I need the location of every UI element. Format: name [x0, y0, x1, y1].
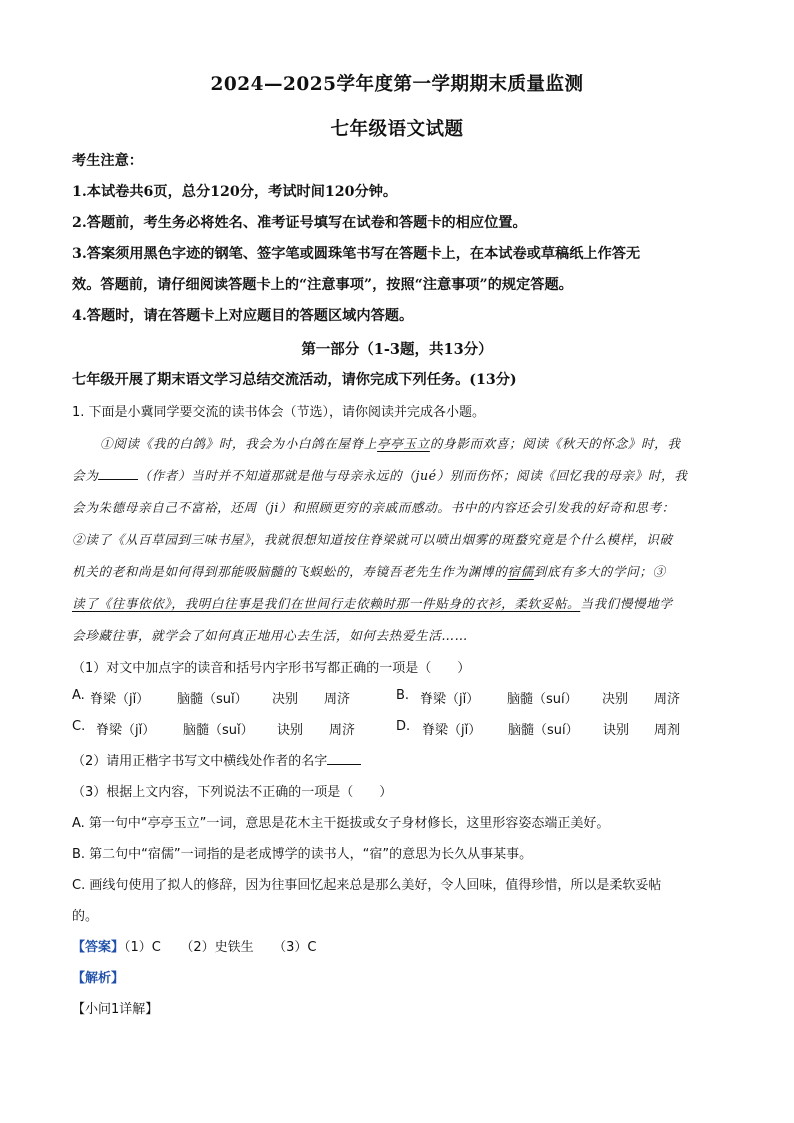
passage-line-5	[72, 561, 666, 580]
notice-item-2: 2.答题前，考生务必将姓名、准考证号填写在试卷和答题卡的相应位置。	[72, 215, 527, 231]
answer-label: 【答案】	[72, 940, 125, 955]
analysis-label: 【解析】	[72, 971, 125, 986]
passage-line-1	[100, 433, 681, 452]
q1-sub1-stem: （1）对文中加点字的读音和括号内字形书写都正确的一项是（ ）	[72, 661, 471, 676]
passage-text: 机关的老和尚是如何得到那能吸脑髓的飞蜈蚣的，寿镜吾老先生作为渊博的	[72, 564, 508, 579]
option-word: 决别	[602, 692, 629, 707]
exam-title: 2024—2025学年度第一学期期末质量监测	[210, 74, 584, 95]
q1-sub3-option-c-cont: 的。	[72, 909, 99, 924]
option-word: 周济	[324, 692, 351, 707]
passage-line-7: 会珍藏往事，就学会了如何真正地用心去生活，如何去热爱生活……	[72, 628, 468, 643]
option-word: 周剂	[654, 723, 681, 738]
answer-text: （1）C （2）史铁生 （3）C	[124, 940, 317, 955]
option-word: 诀别	[603, 723, 630, 738]
detail-label: 【小问1详解】	[72, 1002, 159, 1017]
notice-item-4: 4.答题时，请在答题卡上对应题目的答题区域内答题。	[72, 308, 414, 324]
option-letter: A.	[72, 688, 85, 703]
option-word: 决别	[272, 692, 299, 707]
option-word: 脑髓（suǐ）	[177, 692, 248, 707]
passage-text: 的身影而欢喜；阅读《秋天的怀念》时，我	[429, 436, 681, 451]
option-letter: D.	[396, 719, 411, 734]
answer-line	[72, 936, 316, 955]
notice-heading: 考生注意：	[72, 153, 143, 169]
option-word: 脑髓（suǐ）	[183, 723, 254, 738]
passage-line-2	[72, 465, 687, 484]
option-word: 脊梁（jǐ）	[96, 723, 156, 738]
passage-text: 到底有多大的学问；③	[533, 564, 666, 579]
notice-item-3: 3.答案须用黑色字迹的钢笔、签字笔或圆珠笔书写在答题卡上，在本试卷或草稿纸上作答无	[72, 246, 641, 262]
q1-sub3-option-c: C. 画线句使用了拟人的修辞，因为往事回忆起来总是那么美好，令人回味，值得珍惜，所以是柔软妥帖	[72, 878, 662, 893]
passage-text: 会为	[72, 468, 99, 483]
name-blank	[327, 752, 361, 765]
option-word: 周济	[654, 692, 681, 707]
option-word: 脊梁（jǐ）	[90, 692, 150, 707]
option-word: 周济	[329, 723, 356, 738]
exam-subtitle: 七年级语文试题	[330, 119, 464, 140]
underlined-phrase: 宿儒	[507, 564, 534, 579]
passage-line-4: ②读了《从百草园到三味书屋》，我就很想知道按住脊梁就可以喷出烟雾的斑蝥究竟是个什么模样，识破	[72, 532, 673, 547]
option-word: 脑髓（suí）	[507, 692, 578, 707]
q1-sub3-stem: （3）根据上文内容，下列说法不正确的一项是（ ）	[72, 785, 393, 800]
passage-line-3: 会为朱德母亲自己不富裕，还周（ji）和照顾更穷的亲戚而感动。书中的内容还会引发我的好奇和思考：	[72, 500, 675, 515]
passage-text: 当我们慢慢地学	[580, 596, 673, 611]
q1-sub3-option-b: B. 第二句中“宿儒”一词指的是老成博学的读书人，“宿”的意思为长久从事某事。	[72, 847, 533, 862]
option-word: 脊梁（jǐ）	[420, 692, 480, 707]
part1-intro: 七年级开展了期末语文学习总结交流活动，请你完成下列任务。(13分)	[72, 372, 517, 388]
q1-stem: 1. 下面是小冀同学要交流的读书体会（节选），请你阅读并完成各小题。	[72, 405, 486, 420]
part1-heading: 第一部分（1-3题，共13分）	[301, 341, 493, 358]
notice-item-1: 1.本试卷共6页，总分120分，考试时间120分钟。	[72, 184, 398, 200]
passage-text: （作者）当时并不知道那就是他与母亲永远的（jué）别而伤怀；阅读《回忆我的母亲》时，我	[138, 468, 688, 483]
q1-sub2	[72, 750, 361, 769]
option-word: 脊梁（jǐ）	[422, 723, 482, 738]
passage-line-6	[72, 593, 673, 612]
underlined-phrase: 亭亭玉立	[377, 436, 430, 451]
option-letter: C.	[72, 719, 86, 734]
option-word: 诀别	[277, 723, 304, 738]
author-blank	[98, 467, 138, 480]
notice-item-3-cont: 效。答题前，请仔细阅读答题卡上的“注意事项”，按照“注意事项”的规定答题。	[72, 277, 573, 293]
underlined-sentence: 读了《往事依依》，我明白往事是我们在世间行走依赖时那一件贴身的衣衫，柔软妥帖。	[72, 596, 581, 611]
option-letter: B.	[396, 688, 410, 703]
passage-text: ①阅读《我的白鸽》时，我会为小白鸽在屋脊上	[100, 436, 378, 451]
q1-sub2-stem: （2）请用正楷字书写文中横线处作者的名字	[72, 754, 328, 769]
q1-sub3-option-a: A. 第一句中“亭亭玉立”一词，意思是花木主干挺拔或女子身材修长，这里形容姿态端正美好。	[72, 816, 610, 831]
option-word: 脑髓（suí）	[508, 723, 579, 738]
